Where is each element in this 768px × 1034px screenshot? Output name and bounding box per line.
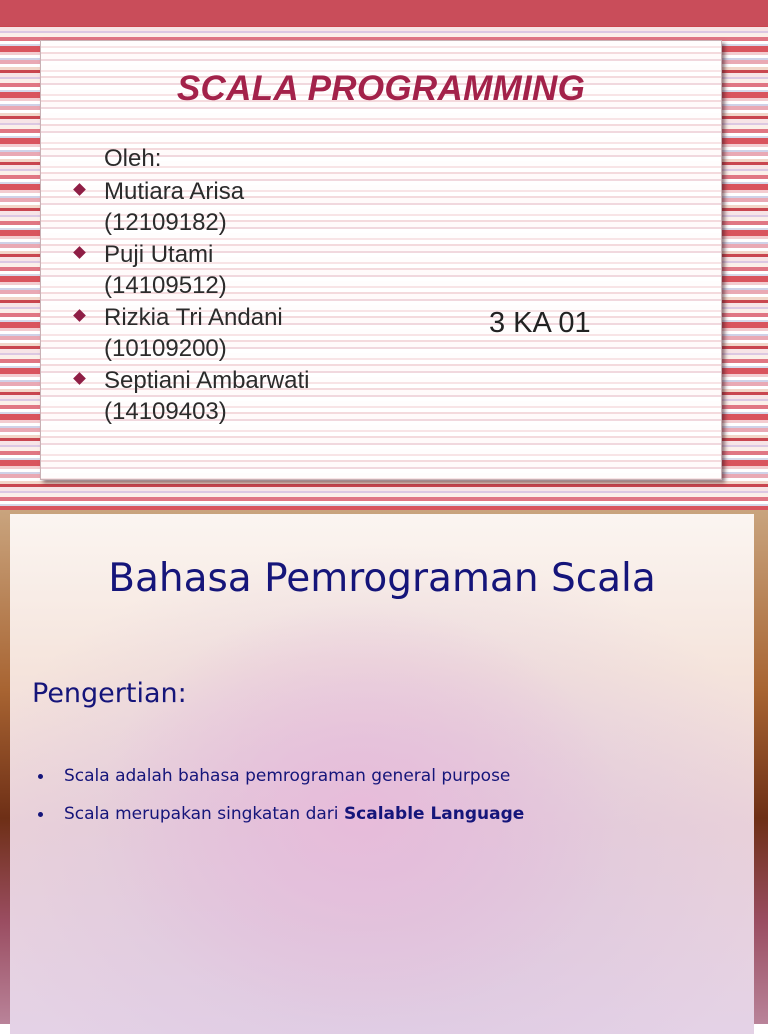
diamond-bullet-icon	[73, 183, 86, 196]
slide-1	[0, 0, 768, 510]
class-label: 3 KA 01	[489, 307, 591, 339]
author-id: (14109403)	[104, 398, 227, 425]
author-name: Septiani Ambarwati	[104, 367, 310, 394]
dot-bullet-icon	[38, 812, 43, 817]
diamond-bullet-icon	[73, 309, 86, 322]
by-label: Oleh:	[104, 145, 162, 172]
author-id: (14109512)	[104, 272, 227, 299]
author-id: (10109200)	[104, 335, 227, 362]
slide-1-top-band	[0, 0, 768, 26]
slide-2	[0, 510, 768, 1024]
diamond-bullet-icon	[73, 246, 86, 259]
list-item-text: Scala merupakan singkatan dari	[64, 804, 344, 824]
slide-2-content	[10, 514, 754, 1034]
slide-1-title: SCALA PROGRAMMING	[176, 69, 586, 108]
list-item-bold-text: Scalable Language	[343, 804, 525, 824]
title-card	[40, 40, 722, 480]
list-item-text: Scala adalah bahasa pemrograman general purpose	[64, 766, 511, 786]
subheading: Pengertian:	[32, 678, 187, 709]
author-name: Rizkia Tri Andani	[104, 304, 283, 331]
dot-bullet-icon	[38, 774, 43, 779]
author-name: Puji Utami	[104, 241, 214, 268]
diamond-bullet-icon	[73, 372, 86, 385]
author-name: Mutiara Arisa	[104, 178, 245, 205]
slide-2-title: Bahasa Pemrograman Scala	[108, 556, 656, 601]
author-id: (12109182)	[104, 209, 227, 236]
